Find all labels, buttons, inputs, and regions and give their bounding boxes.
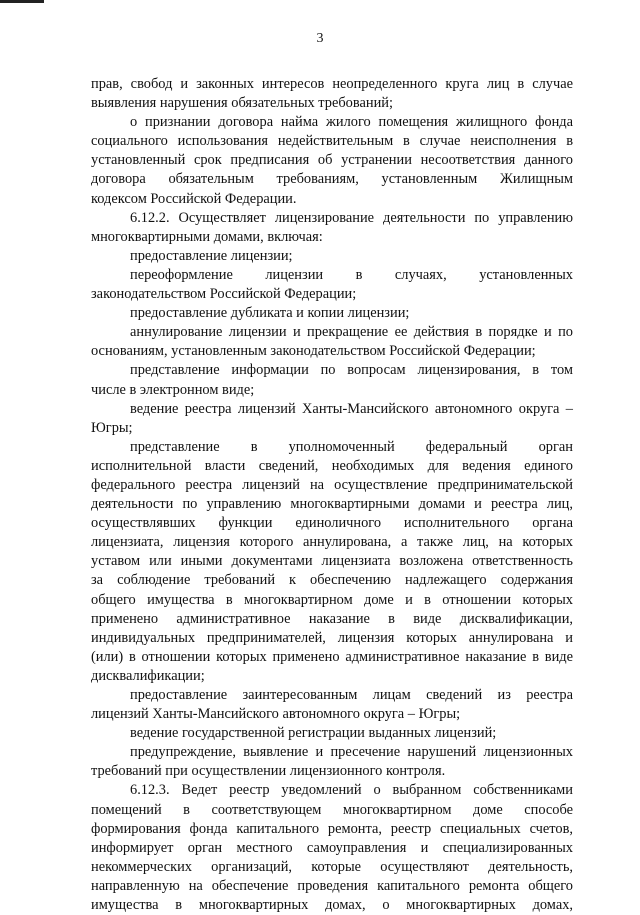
text-line: основаниям, установленным законодательством Российской Федерации; (91, 343, 536, 360)
text-line: 6.12.2. Осуществляет лицензирование деятельности по управлению (130, 209, 573, 226)
text-line: установленный срок предписания об устранении несоответствия данного (91, 152, 573, 169)
text-line: за соблюдение требований к обеспечению надлежащего содержания (91, 572, 573, 589)
text-line: предоставление заинтересованным лицам сведений из реестра (130, 687, 573, 703)
text-line: предоставление дубликата и копии лицензии; (130, 305, 410, 322)
text-line: общего имущества в многоквартирном доме и в отношении которых (91, 591, 573, 608)
text-line: индивидуальных предпринимателей, лицензия которых аннулирована и (91, 629, 573, 646)
text-line: осуществлявших функции единоличного исполнительного органа (91, 515, 573, 532)
text-line: лицензий Ханты-Мансийского автономного округа – Югры; (91, 706, 461, 723)
page-number: 3 (316, 31, 324, 46)
text-line: договора обязательным требованиям, установленным Жилищным (91, 171, 573, 188)
text-line: ведение реестра лицензий Ханты-Мансийского автономного округа – (130, 400, 573, 417)
text-line: требований при осуществлении лицензионного контроля. (91, 763, 446, 780)
text-line: о признании договора найма жилого помещения жилищного фонда (130, 114, 573, 131)
text-line: федерального реестра лицензий на осуществление предпринимательской (91, 476, 573, 493)
text-line: информирует орган местного самоуправления и специализированных (91, 839, 573, 856)
text-line: (или) в отношении которых применено административное наказание в виде (91, 648, 573, 665)
text-line: исполнительной власти сведений, необходимых для ведения единого (91, 457, 573, 474)
text-line: направленную на обеспечение проведения капитального ремонта общего (91, 877, 573, 894)
text-line: аннулирование лицензии и прекращение ее действия в порядке и по (130, 324, 573, 341)
text-line: выявления нарушения обязательных требований; (91, 95, 393, 112)
text-line: некоммерческих организаций, которые осуществляют деятельность, (91, 858, 573, 875)
text-line: многоквартирными домами, включая: (91, 228, 323, 245)
text-line: имущества в многоквартирных домах, о многоквартирных домах, (91, 897, 573, 914)
text-line: переоформление лицензии в случаях, установленных (130, 266, 573, 283)
text-line: предоставление лицензии; (130, 247, 293, 264)
text-line: числе в электронном виде; (91, 381, 255, 398)
document-body (91, 75, 573, 915)
text-line: уставом или иными документами лицензиата возложена ответственность (91, 553, 573, 570)
text-line: лицензиата, лицензия которого аннулирована, а также лиц, на которых (91, 534, 573, 551)
text-line: деятельности по управлению многоквартирными домами и реестра лиц, (91, 496, 573, 513)
text-line: 6.12.3. Ведет реестр уведомлений о выбранном собственниками (130, 782, 573, 799)
text-line: представление информации по вопросам лицензирования, в том (130, 362, 573, 379)
text-line: социального использования недействительным в случае неисполнения в (91, 133, 573, 150)
text-line: применено административное наказание в виде дисквалификации, (91, 610, 573, 627)
scan-edge-mark (0, 0, 44, 3)
text-line: ведение государственной регистрации выданных лицензий; (130, 725, 497, 742)
text-line: формирования фонда капитального ремонта, реестр специальных счетов, (91, 820, 573, 837)
text-line: дисквалификации; (91, 667, 205, 684)
text-line: прав, свобод и законных интересов неопределенного круга лиц в случае (91, 76, 573, 92)
text-line: предупреждение, выявление и пресечение нарушений лицензионных (130, 744, 573, 761)
text-line: законодательством Российской Федерации; (91, 286, 357, 303)
text-line: представление в уполномоченный федеральный орган (130, 438, 573, 455)
text-line: Югры; (91, 419, 133, 436)
text-line: кодексом Российской Федерации. (91, 190, 297, 207)
text-line: помещений в соответствующем многоквартирном доме способе (91, 801, 573, 818)
